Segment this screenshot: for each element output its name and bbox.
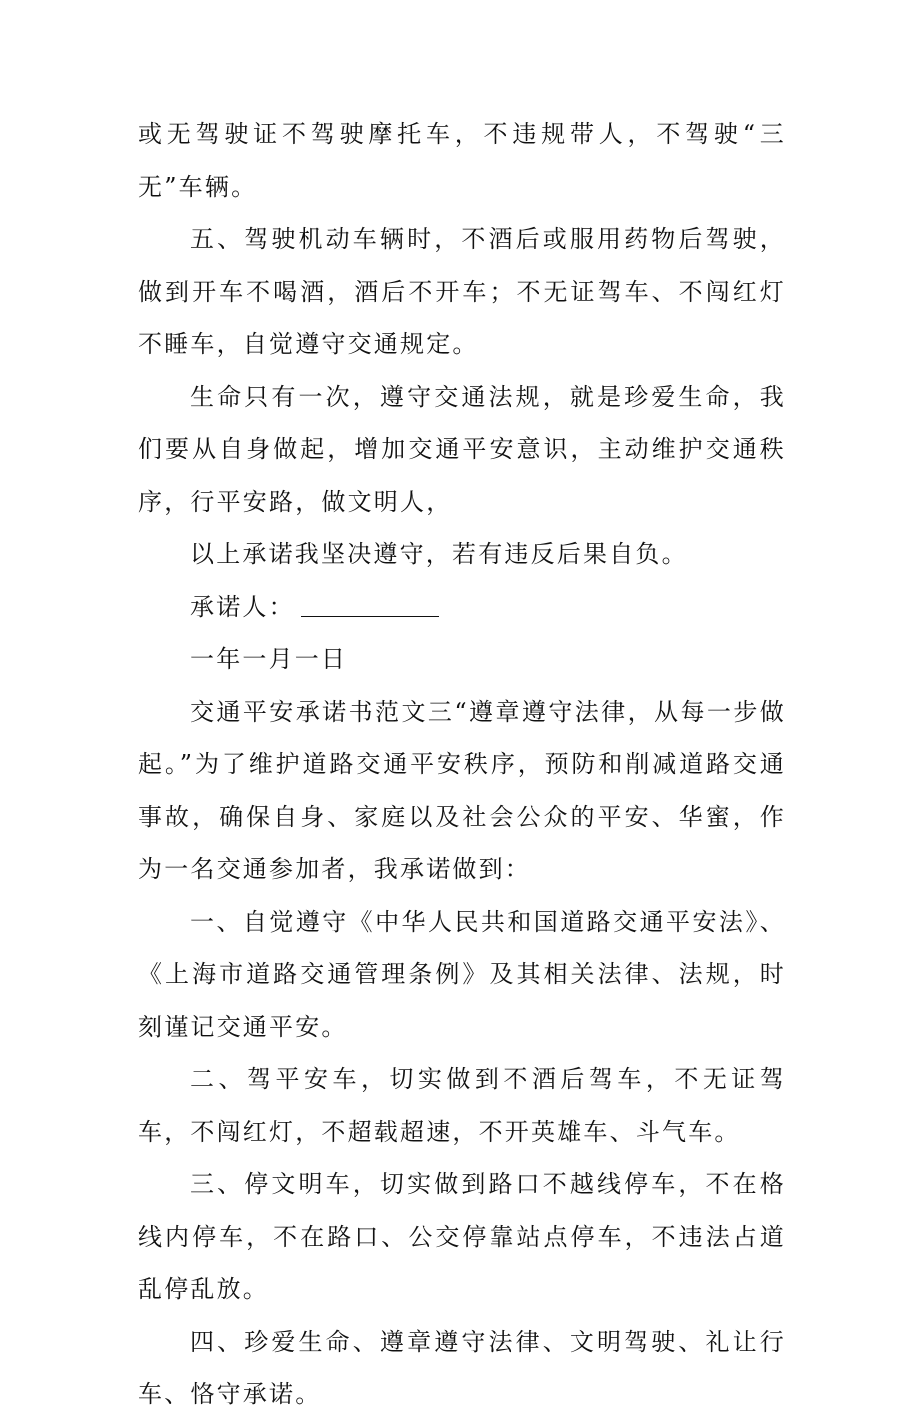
signature-label: 承诺人：: [190, 592, 295, 621]
paragraph-life-once: 生命只有一次，遵守交通法规，就是珍爱生命，我们要从自身做起，增加交通平安意识，主动维护交通秩序，行平安路，做文明人，: [138, 382, 786, 516]
paragraph-item-one: 一、自觉遵守《中华人民共和国道路交通平安法》、《上海市道路交通管理条例》及其相关法律、法规，时刻谨记交通平安。: [138, 907, 786, 1041]
paragraph-item-two: 二、驾平安车，切实做到不酒后驾车，不无证驾车，不闯红灯，不超载超速，不开英雄车、斗气车。: [138, 1065, 786, 1146]
paragraph-item-four: 四、珍爱生命、遵章遵守法律、文明驾驶、礼让行车、恪守承诺。: [138, 1327, 786, 1408]
signature-blank: [301, 590, 439, 617]
paragraph-pledge-statement: 以上承诺我坚决遵守，若有违反后果自负。: [190, 540, 688, 568]
paragraph-item-three: 三、停文明车，切实做到路口不越线停车，不在格线内停车，不在路口、公交停靠站点停车，不违法占道乱停乱放。: [138, 1170, 786, 1303]
paragraph-continuation: 或无驾驶证不驾驶摩托车，不违规带人，不驾驶“三无”车辆。: [138, 120, 786, 201]
date-line: 一年一月一日: [190, 645, 348, 673]
signature-line: [138, 581, 786, 634]
document-body: [138, 108, 786, 1421]
paragraph-item-five: 五、驾驶机动车辆时，不酒后或服用药物后驾驶，做到开车不喝酒，酒后不开车；不无证驾车、不闯红灯不睡车，自觉遵守交通规定。: [138, 225, 786, 358]
paragraph-sample-three-intro: 交通平安承诺书范文三“遵章遵守法律，从每一步做起。”为了维护道路交通平安秩序，预防和削减道路交通事故，确保自身、家庭以及社会公众的平安、华蜜，作为一名交通参加者，我承诺做到：: [138, 697, 786, 883]
